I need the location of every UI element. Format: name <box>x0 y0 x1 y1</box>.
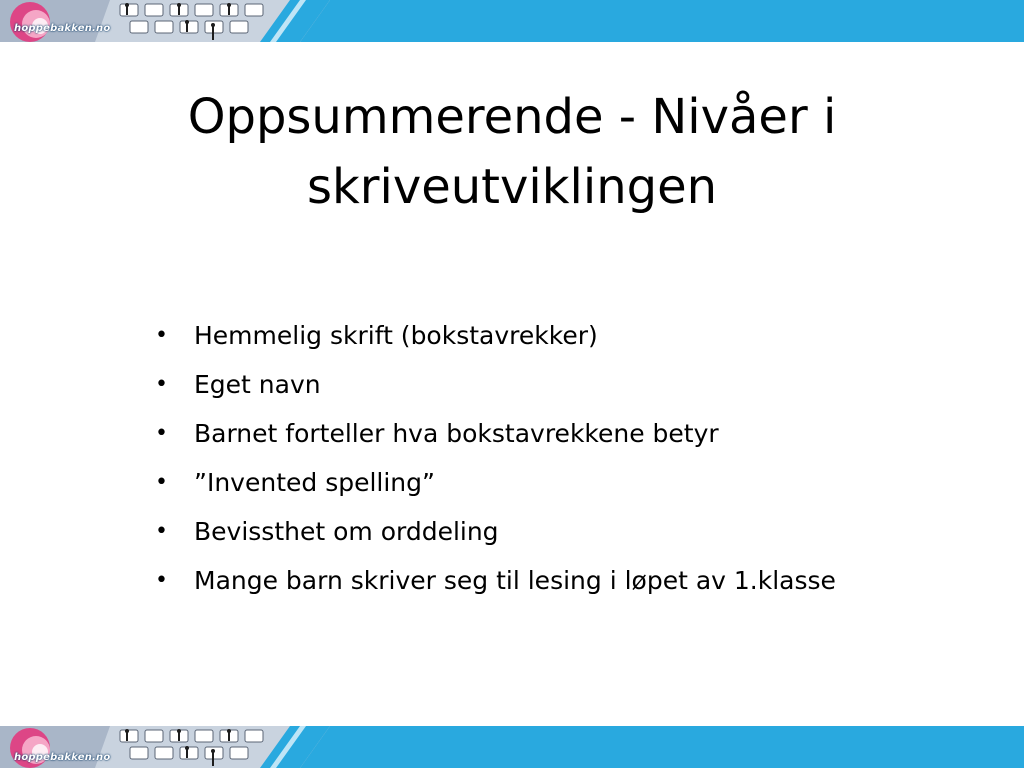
bullet-item <box>155 414 836 463</box>
footer-banner <box>0 726 1024 768</box>
banner-graphic <box>0 0 330 42</box>
bullet-item <box>155 561 836 610</box>
logo-text[interactable]: hoppebakken.no <box>14 752 111 763</box>
title-line-2: skriveutviklingen <box>306 159 718 215</box>
bullet-dot-icon: • <box>155 372 168 397</box>
bullet-text: Bevissthet om orddeling <box>194 517 499 546</box>
header-banner <box>0 0 1024 42</box>
bullet-item <box>155 512 836 561</box>
bullet-item <box>155 365 836 414</box>
bullet-dot-icon: • <box>155 568 168 593</box>
bullet-dot-icon: • <box>155 421 168 446</box>
bullet-item <box>155 463 836 512</box>
title-line-1: Oppsummerende - Nivåer i <box>187 89 837 145</box>
bullet-text: Hemmelig skrift (bokstavrekker) <box>194 321 598 350</box>
bullet-list <box>155 316 836 610</box>
slide-title <box>112 82 912 222</box>
bullet-text: ”Invented spelling” <box>194 468 435 497</box>
bullet-item <box>155 316 836 365</box>
bullet-dot-icon: • <box>155 470 168 495</box>
bullet-dot-icon: • <box>155 323 168 348</box>
bullet-text: Eget navn <box>194 370 321 399</box>
logo-text[interactable]: hoppebakken.no <box>14 23 111 34</box>
bullet-text: Mange barn skriver seg til lesing i løpet av 1.klasse <box>194 566 836 595</box>
bullet-text: Barnet forteller hva bokstavrekkene betyr <box>194 419 719 448</box>
bullet-dot-icon: • <box>155 519 168 544</box>
